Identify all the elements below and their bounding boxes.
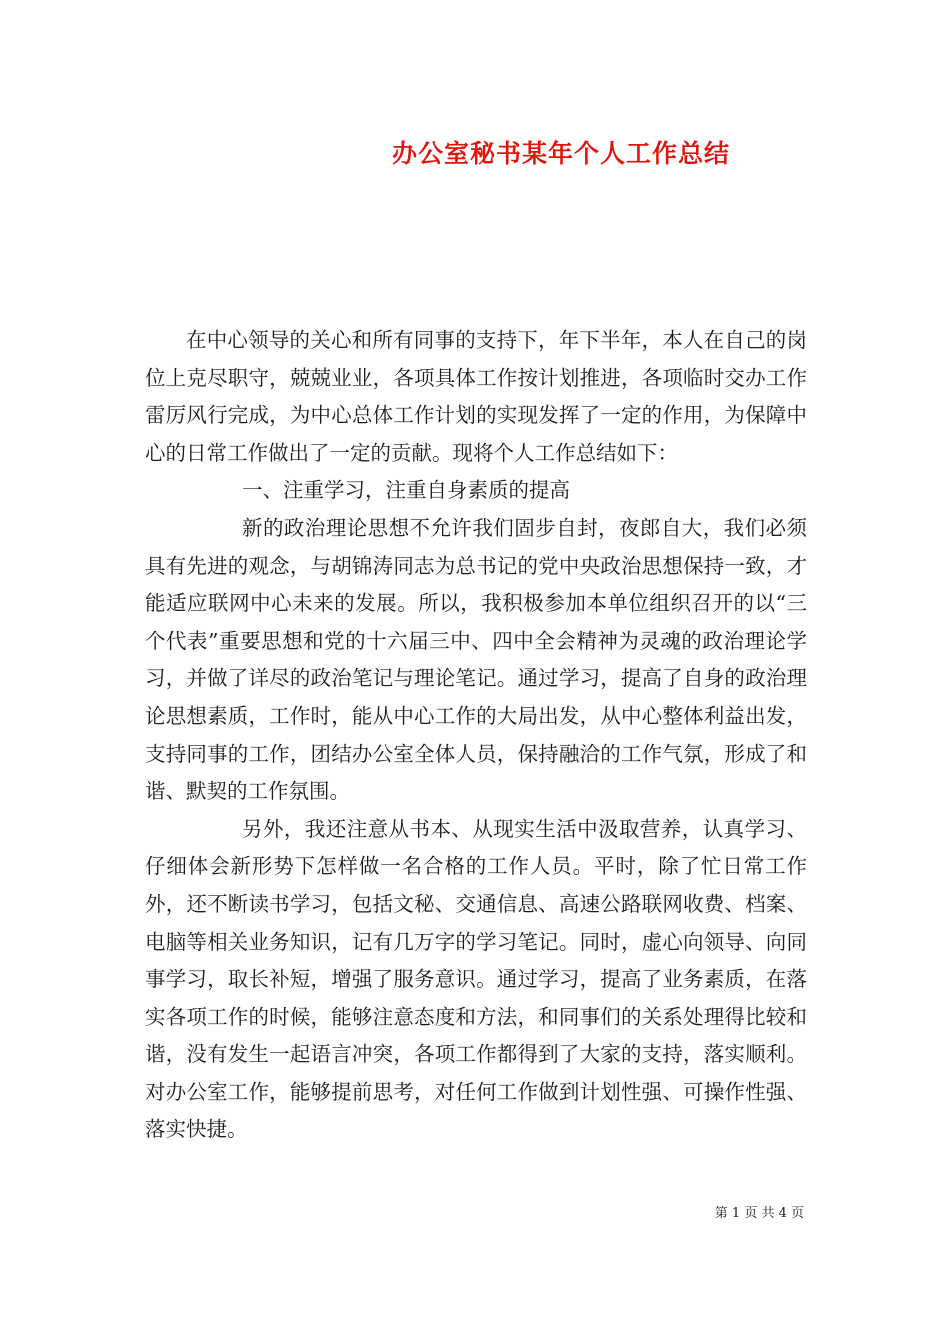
page-number-footer: 第 1 页 共 4 页 — [714, 1206, 804, 1221]
document-title: 办公室秘书某年个人工作总结 — [392, 139, 731, 168]
additional-paragraph: 另外，我还注意从书本、从现实生活中汲取营养，认真学习、仔细体会新形势下怎样做一名合格的工作人员。平时，除了忙日常工作外，还不断读书学习，包括文秘、交通信息、高速公路联网收费、档案、电脑等相关业务知识，记有几万字的学习笔记。同时，虚心向领导、向同事学习，取长补短，增强了服务意识。通过学习，提高了业务素质，在落实各项工作的时候，能够注意态度和方法，和同事们的关系处理得比较和谐，没有发生一起语言冲突，各项工作都得到了大家的支持，落实顺利。对办公室工作，能够提前思考，对任何工作做到计划性强、可操作性强、落实快捷。 — [145, 816, 807, 1142]
intro-paragraph: 在中心领导的关心和所有同事的支持下，年下半年，本人在自己的岗位上克尽职守，兢兢业业，各项具体工作按计划推进，各项临时交办工作雷厉风行完成，为中心总体工作计划的实现发挥了一定的作用，为保障中心的日常工作做出了一定的贡献。现将个人工作总结如下： — [145, 328, 807, 465]
study-paragraph: 新的政治理论思想不允许我们固步自封，夜郎自大，我们必须具有先进的观念，与胡锦涛同志为总书记的党中央政治思想保持一致，才能适应联网中心未来的发展。所以，我积极参加本单位组织召开的以“三个代表”重要思想和党的十六届三中、四中全会精神为灵魂的政治理论学习，并做了详尽的政治笔记与理论笔记。通过学习，提高了自身的政治理论思想素质，工作时，能从中心工作的大局出发，从中心整体利益出发，支持同事的工作，团结办公室全体人员，保持融洽的工作气氛，形成了和谐、默契的工作氛围。 — [145, 515, 807, 804]
document-body — [145, 322, 807, 1149]
section-heading: 一、注重学习，注重自身素质的提高 — [242, 478, 570, 503]
